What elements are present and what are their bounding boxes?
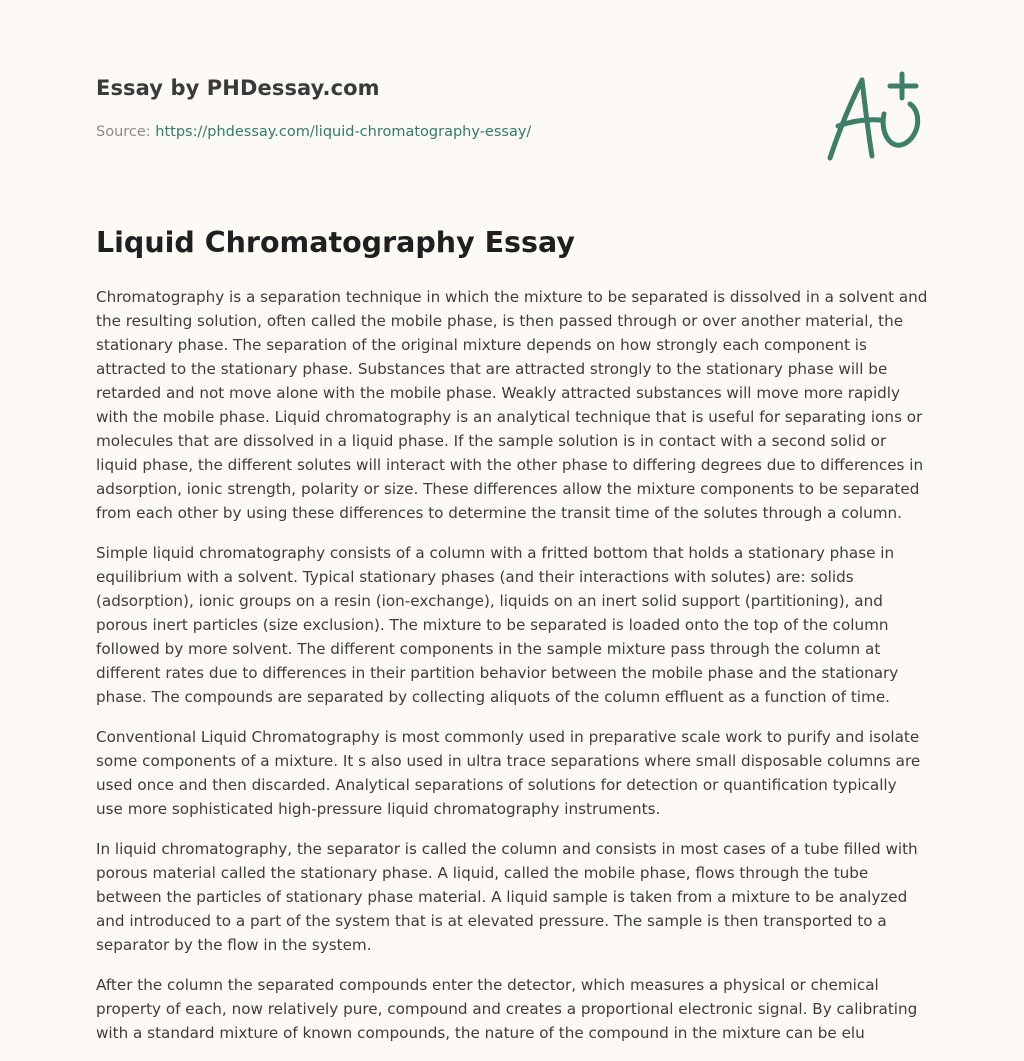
paragraph: Simple liquid chromatography consists of a column with a fritted bottom that holds a stationary phase in equilibrium with a solvent. Typical stationary phases (and their interactions with solutes) are: solids (adsorption), ionic groups on a resin (ion-exchange), liquids on an inert solid support (partitioning), and porous inert particles (size exclusion). The mixture to be separated is loaded onto the top of the column followed by more solvent. The different components in the sample mixture pass through the column at different rates due to differences in their partition behavior between the mobile phase and the stationary phase. The compounds are separated by collecting aliquots of the column effluent as a function of time. bbox=[96, 544, 899, 706]
header bbox=[96, 76, 928, 140]
source-line bbox=[96, 124, 531, 140]
essay-title: Liquid Chromatography Essay bbox=[96, 226, 575, 259]
paragraph: In liquid chromatography, the separator is called the column and consists in most cases of a tube filled with porous material called the stationary phase. A liquid, called the mobile phase, flows through the tube between the particles of stationary phase material. A liquid sample is taken from a mixture to be analyzed and introduced to a part of the system that is at elevated pressure. The sample is then transported to a separator by the flow in the system. bbox=[96, 840, 918, 954]
paragraph: Conventional Liquid Chromatography is most commonly used in preparative scale work to purify and isolate some components of a mixture. It s also used in ultra trace separations where small disposable columns are used once and then discarded. Analytical separations of solutions for detection or quantification typically use more sophisticated high-pressure liquid chromatography instruments. bbox=[96, 728, 921, 818]
essay-body bbox=[96, 285, 928, 1061]
site-brand: Essay by PHDessay.com bbox=[96, 76, 380, 100]
source-link[interactable]: https://phdessay.com/liquid-chromatography-essay/ bbox=[155, 124, 532, 140]
a-plus-logo-icon bbox=[818, 66, 930, 166]
source-label: Source: bbox=[96, 124, 151, 140]
paragraph: After the column the separated compounds enter the detector, which measures a physical or chemical property of each, now relatively pure, compound and creates a proportional electronic signal. By calibrating with a standard mixture of known compounds, the nature of the compound in the mixture can be elu bbox=[96, 976, 918, 1042]
paragraph: Chromatography is a separation technique in which the mixture to be separated is dissolved in a solvent and the resulting solution, often called the mobile phase, is then passed through or over another material, the stationary phase. The separation of the original mixture depends on how strongly each component is attracted to the stationary phase. Substances that are attracted strongly to the stationary phase will be retarded and not move alone with the mobile phase. Weakly attracted substances will move more rapidly with the mobile phase. Liquid chromatography is an analytical technique that is useful for separating ions or molecules that are dissolved in a liquid phase. If the sample solution is in contact with a second solid or liquid phase, the different solutes will interact with the other phase to differing degrees due to differences in adsorption, ionic strength, polarity or size. These differences allow the mixture components to be separated from each other by using these differences to determine the transit time of the solutes through a column. bbox=[96, 288, 928, 522]
